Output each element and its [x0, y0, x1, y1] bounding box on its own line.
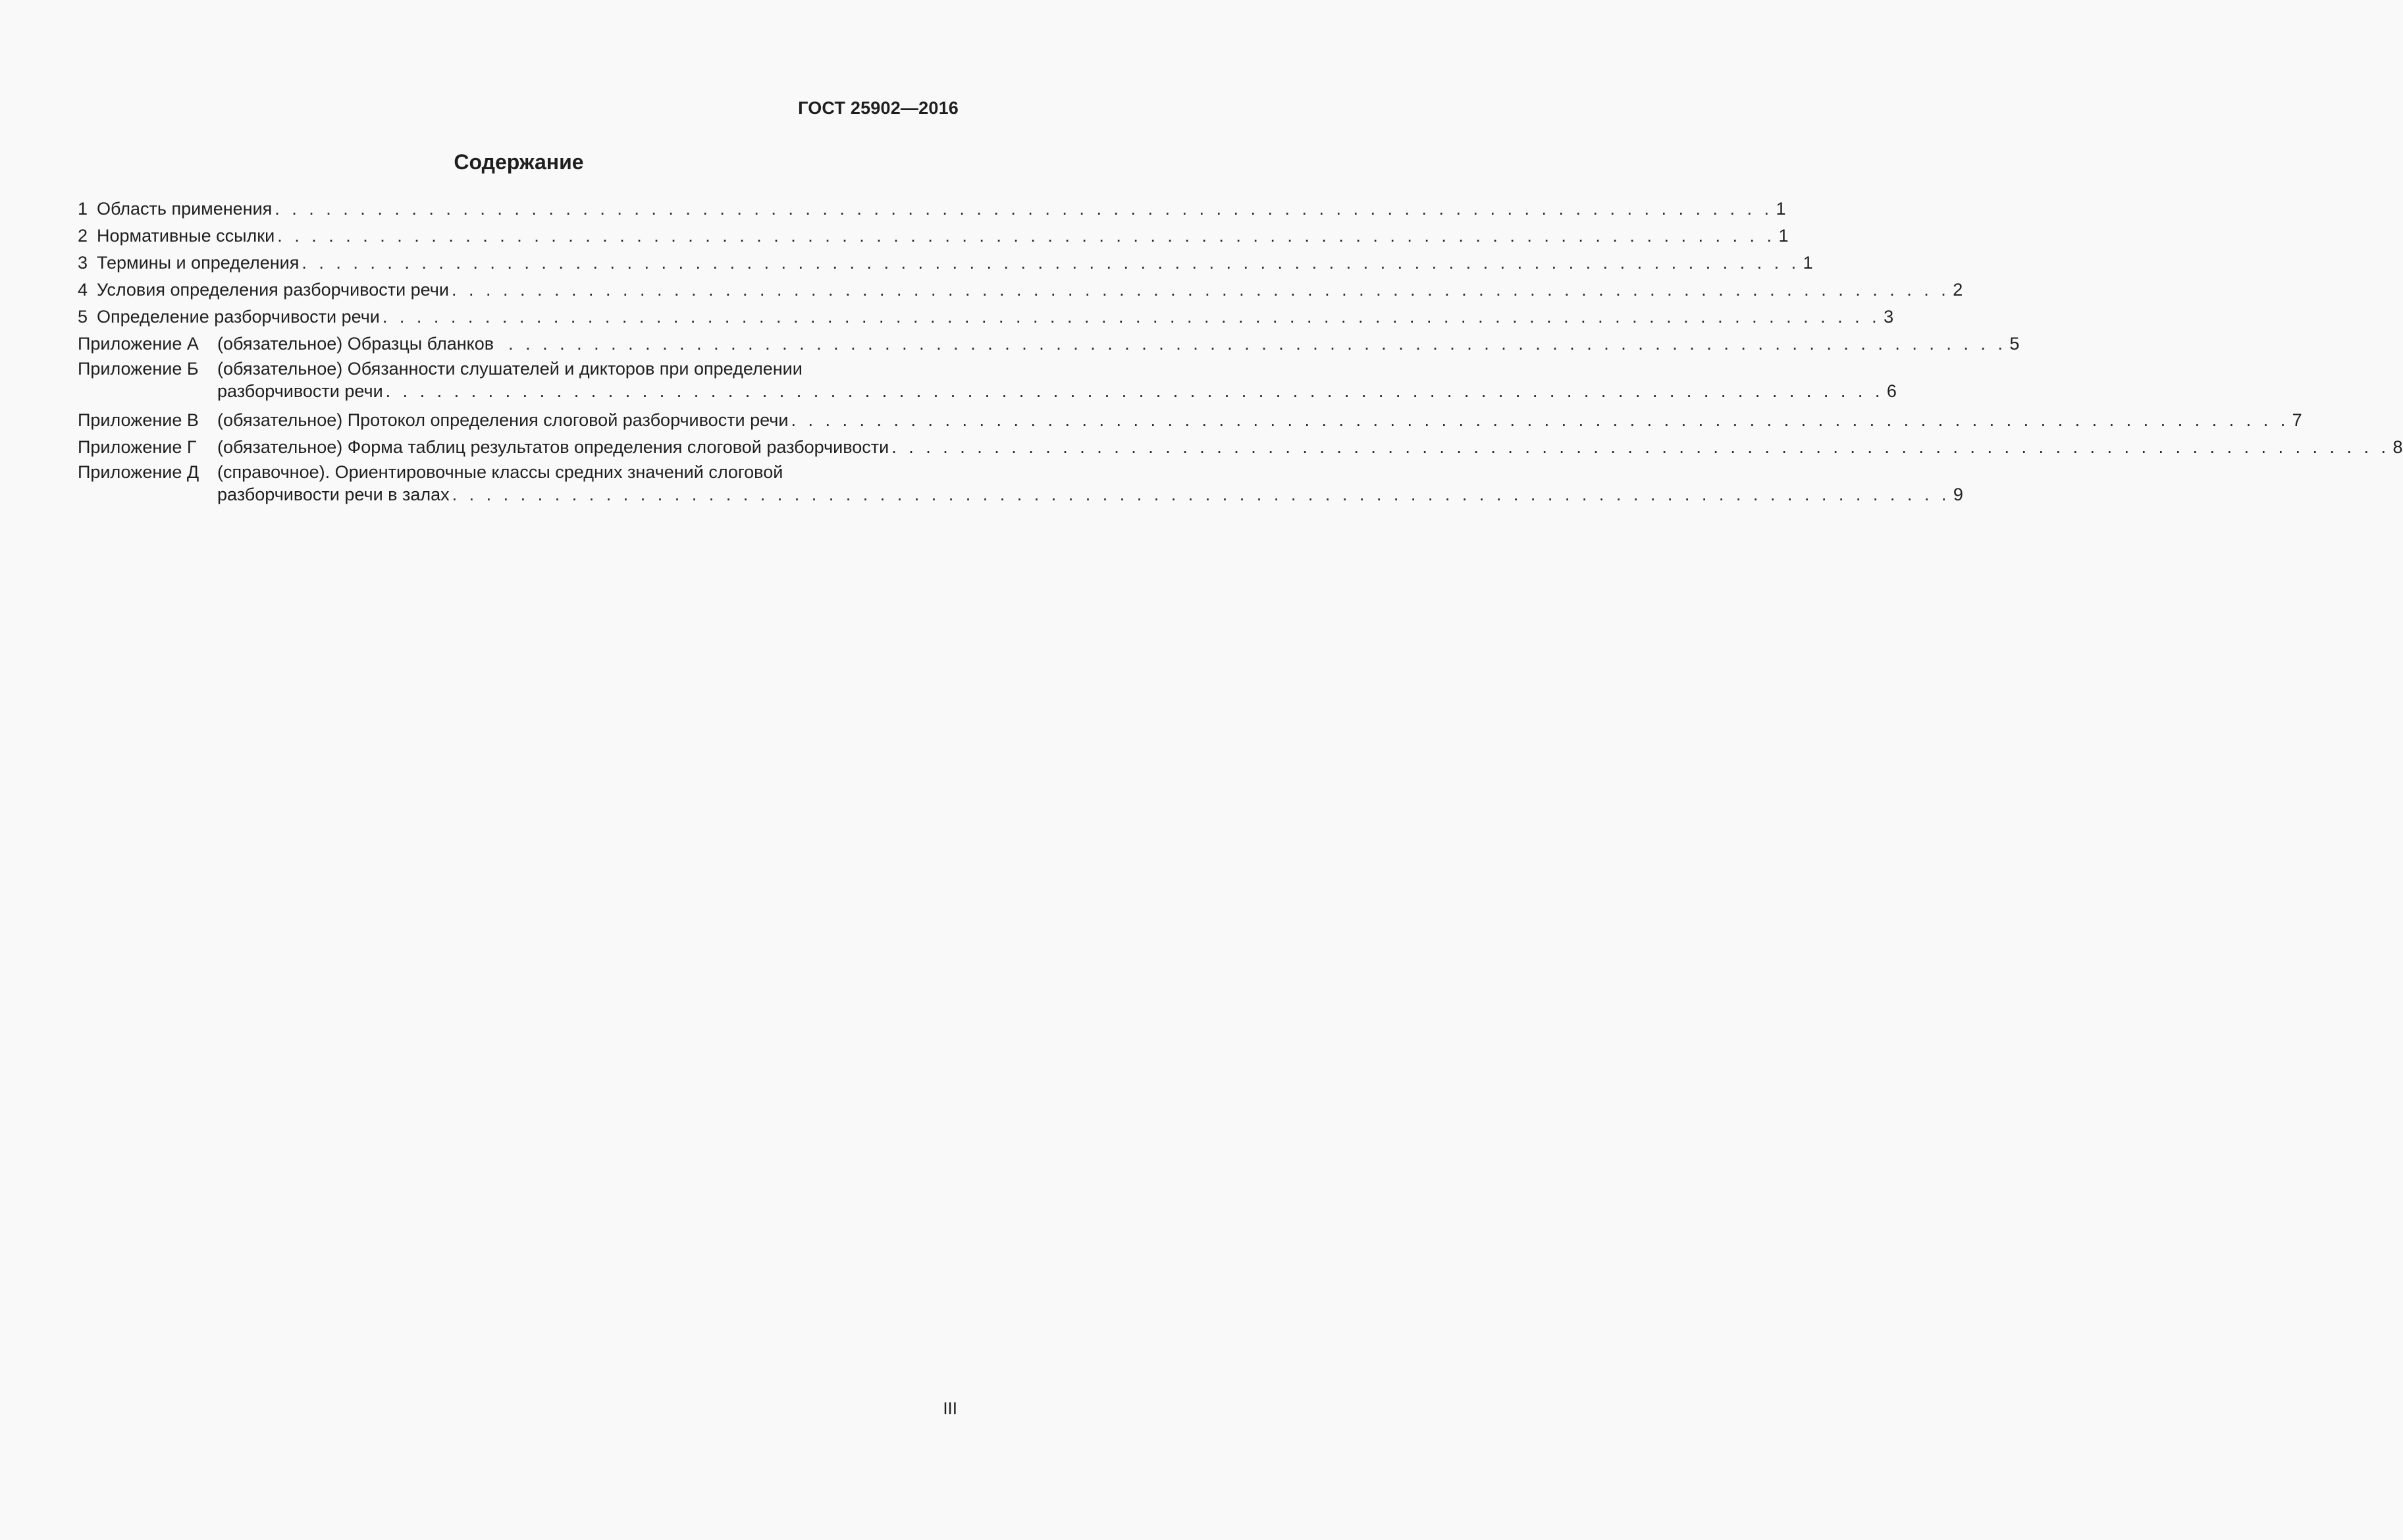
- page-ref: 9: [1953, 485, 1963, 504]
- toc-entry-section-1[interactable]: [78, 196, 1786, 223]
- dot-leader: . . . . . . . . . . . . . . . . . . . . . . . . . . . . . . . . . . . . . . . . . . . . . . . . . . . . . . . . . . . . . . . . . . . . . . . . . . . . . . . . . . . . . . . .: [302, 253, 1800, 273]
- appendix-title: (обязательное) Форма таблиц результатов определения слоговой разборчивости: [217, 437, 889, 457]
- page-ref: 6: [1886, 381, 1897, 401]
- appendix-title-continued: разборчивости речи в залах: [217, 485, 450, 504]
- dot-leader: . . . . . . . . . . . . . . . . . . . . . . . . . . . . . . . . . . . . . . . . . . . . . . . . . . . . . . . . . . . . . . . . . . . . . . . . . . . . . . . . . . . . . . . .: [277, 226, 1776, 246]
- toc-entry-section-5[interactable]: [78, 304, 1894, 331]
- page-ref: 8: [2392, 437, 2403, 457]
- section-number: 1: [78, 199, 88, 219]
- dot-leader: . . . . . . . . . . . . . . . . . . . . . . . . . . . . . . . . . . . . . . . . . . . . . . . . . . . . . . . . . . . . . . . . . . . . . . . . . . . . . . . . . . . . . . . .: [451, 280, 1950, 300]
- appendix-label: Приложение В: [78, 410, 199, 430]
- appendix-title: (обязательное) Протокол определения слоговой разборчивости речи: [217, 410, 789, 430]
- dot-leader: . . . . . . . . . . . . . . . . . . . . . . . . . . . . . . . . . . . . . . . . . . . . . . . . . . . . . . . . . . . . . . . . . . . . . . . . . . . . . . . . . . . . . . . .: [385, 381, 1884, 401]
- dot-leader: . . . . . . . . . . . . . . . . . . . . . . . . . . . . . . . . . . . . . . . . . . . . . . . . . . . . . . . . . . . . . . . . . . . . . . . . . . . . . . . . . . . . . . . .: [382, 307, 1881, 327]
- toc-entry-section-2[interactable]: [78, 223, 1789, 250]
- page-ref: 1: [1776, 199, 1786, 219]
- section-title: Определение разборчивости речи: [97, 307, 380, 327]
- toc-entry-appendix-d[interactable]: [78, 461, 1963, 506]
- toc-entry-section-3[interactable]: [78, 250, 1813, 277]
- page-ref: 5: [2009, 334, 2020, 354]
- section-number: 2: [78, 226, 88, 246]
- appendix-label: Приложение Д: [78, 462, 199, 482]
- page-ref: 3: [1884, 307, 1894, 327]
- section-title: Условия определения разборчивости речи: [97, 280, 449, 300]
- section-title: Нормативные ссылки: [97, 226, 275, 246]
- appendix-label: Приложение Б: [78, 359, 199, 379]
- page-ref: 1: [1803, 253, 1813, 273]
- toc-entry-appendix-v[interactable]: [78, 407, 2302, 434]
- section-number: 4: [78, 280, 88, 300]
- section-number: 5: [78, 307, 88, 327]
- dot-leader: . . . . . . . . . . . . . . . . . . . . . . . . . . . . . . . . . . . . . . . . . . . . . . . . . . . . . . . . . . . . . . . . . . . . . . . . . . . . . . . . . . . . . . . .: [791, 410, 2289, 430]
- document-designation: ГОСТ 25902—2016: [798, 98, 959, 118]
- page-number: III: [943, 1398, 957, 1418]
- toc-entry-section-4[interactable]: [78, 277, 1963, 304]
- page-ref: 7: [2292, 410, 2302, 430]
- appendix-title-continued: разборчивости речи: [217, 381, 383, 401]
- page-ref: 2: [1953, 280, 1963, 300]
- page-ref: 1: [1778, 226, 1789, 246]
- appendix-label: Приложение Г: [78, 437, 197, 457]
- toc-entry-appendix-b[interactable]: [78, 358, 1897, 403]
- toc-title: Содержание: [454, 150, 584, 174]
- toc-entry-appendix-a[interactable]: [78, 331, 2020, 358]
- dot-leader: . . . . . . . . . . . . . . . . . . . . . . . . . . . . . . . . . . . . . . . . . . . . . . . . . . . . . . . . . . . . . . . . . . . . . . . . . . . . . . . . . . . . . . . .: [275, 199, 1773, 219]
- dot-leader: . . . . . . . . . . . . . . . . . . . . . . . . . . . . . . . . . . . . . . . . . . . . . . . . . . . . . . . . . . . . . . . . . . . . . . . . . . . . . . . . . . . . . . . .: [452, 485, 1950, 504]
- table-of-contents: [78, 196, 2403, 510]
- appendix-title: (обязательное) Обязанности слушателей и дикторов при определении: [217, 359, 803, 379]
- section-number: 3: [78, 253, 88, 273]
- section-title: Термины и определения: [97, 253, 300, 273]
- appendix-label: Приложение А: [78, 334, 199, 354]
- section-title: Область применения: [97, 199, 273, 219]
- toc-entry-appendix-g[interactable]: [78, 434, 2403, 461]
- appendix-title: (обязательное) Образцы бланков: [217, 334, 494, 354]
- dot-leader: . . . . . . . . . . . . . . . . . . . . . . . . . . . . . . . . . . . . . . . . . . . . . . . . . . . . . . . . . . . . . . . . . . . . . . . . . . . . . . . . . . . . . . . .: [508, 334, 2007, 354]
- dot-leader: . . . . . . . . . . . . . . . . . . . . . . . . . . . . . . . . . . . . . . . . . . . . . . . . . . . . . . . . . . . . . . . . . . . . . . . . . . . . . . . . . . . . . . . .: [891, 437, 2390, 457]
- appendix-title: (справочное). Ориентировочные классы средних значений слоговой: [217, 462, 783, 482]
